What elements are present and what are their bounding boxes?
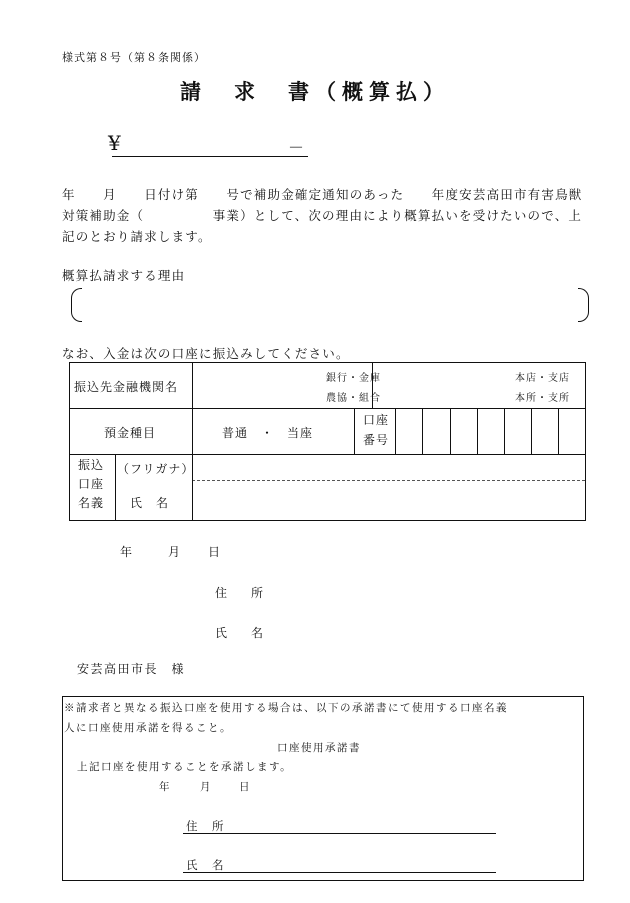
amount-dash: －: [288, 138, 305, 157]
row-divider: [70, 408, 585, 409]
bank-name-label: 振込先金融機関名: [74, 380, 179, 394]
request-paragraph: 年 月 日付け第 号で補助金確定通知のあった 年度安芸高田市有害鳥獣対策補助金（ 事業）として、次の理由により概算払いを受けたいので、上記のとおり請求します。: [62, 187, 583, 244]
day-label: 日: [208, 545, 221, 559]
addressee: 安芸高田市長 様: [77, 662, 186, 676]
reason-label: 概算払請求する理由: [62, 268, 186, 283]
col-divider: [192, 363, 193, 454]
consent-day-label: 日: [239, 781, 251, 793]
year-label: 年: [120, 545, 133, 559]
account-number-label-1: 口座: [363, 413, 390, 427]
yen-mark: ¥: [108, 131, 121, 155]
furigana-label: （フリガナ）: [117, 462, 195, 476]
consent-address-label: 住 所: [186, 819, 225, 833]
consent-box: [62, 696, 584, 881]
holder-name-label: 氏 名: [130, 496, 170, 510]
consent-address-field[interactable]: [183, 833, 496, 834]
digit-box-divider: [422, 408, 423, 454]
consent-month-label: 月: [200, 781, 212, 793]
page-title: 請 求 書（概算払）: [180, 79, 450, 104]
consent-name-label: 氏 名: [186, 858, 225, 872]
consent-statement: 上記口座を使用することを承諾します。: [77, 761, 293, 773]
month-label: 月: [168, 545, 181, 559]
holder-label-3: 名義: [78, 496, 105, 510]
branch-type-option-1[interactable]: 本店・支店: [515, 373, 570, 384]
deposit-note: なお、入金は次の口座に振込みしてください。: [62, 346, 350, 361]
consent-notice-line-1: ※請求者と異なる振込口座を使用する場合は、以下の承諾書にて使用する口座名義: [64, 702, 508, 714]
digit-box-divider: [531, 408, 532, 454]
holder-label-1: 振込: [78, 458, 105, 472]
deposit-type-label: 預金種目: [104, 426, 157, 440]
consent-heading: 口座使用承諾書: [277, 742, 361, 754]
form-number: 様式第８号（第８条関係）: [62, 51, 206, 64]
reason-bracket-left: [71, 288, 82, 322]
col-divider: [395, 408, 396, 454]
account-table: [69, 362, 586, 521]
consent-name-field[interactable]: [183, 872, 496, 873]
digit-box-divider: [558, 408, 559, 454]
row-divider: [70, 454, 585, 455]
col-divider: [354, 408, 355, 454]
reason-bracket-right: [578, 288, 589, 322]
bank-type-option-2[interactable]: 農協・組合: [326, 393, 381, 404]
branch-type-option-2[interactable]: 本所・支所: [515, 393, 570, 404]
request-date: [120, 543, 220, 560]
digit-box-divider: [450, 408, 451, 454]
address-label: 住 所: [215, 586, 264, 600]
account-number-label-2: 番号: [363, 433, 390, 447]
col-divider: [115, 454, 116, 520]
amount-field[interactable]: [112, 156, 308, 157]
consent-year-label: 年: [159, 781, 171, 793]
consent-notice-line-2: 人に口座使用承諾を得ること。: [64, 722, 232, 734]
digit-box-divider: [477, 408, 478, 454]
furigana-divider: [192, 480, 585, 481]
bank-type-option-1[interactable]: 銀行・金庫: [326, 373, 381, 384]
name-label: 氏 名: [215, 626, 264, 640]
deposit-type-options[interactable]: 普通 ・ 当座: [222, 426, 314, 440]
digit-box-divider: [504, 408, 505, 454]
holder-label-2: 口座: [78, 477, 105, 491]
